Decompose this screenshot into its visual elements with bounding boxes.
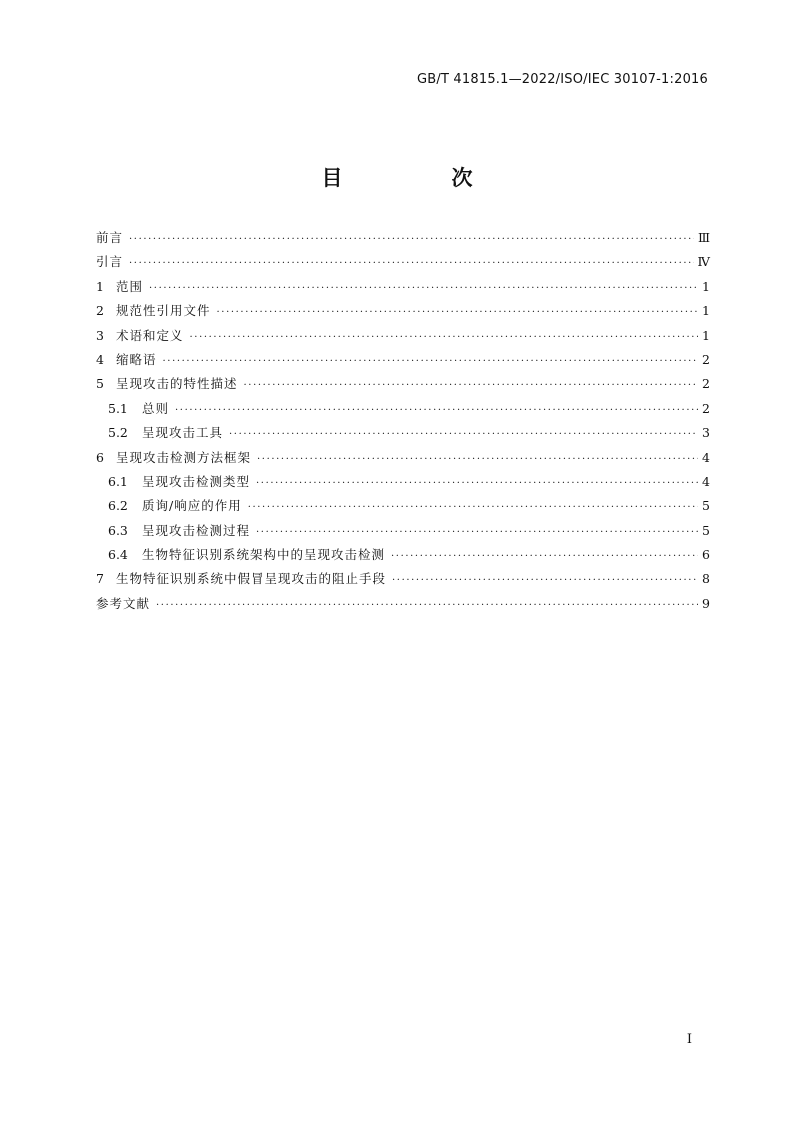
toc-entry[interactable] [96,567,710,591]
toc-entry-page: 5 [702,522,710,538]
toc-entry[interactable] [96,446,710,470]
toc-entry-number: 4 [96,351,104,367]
toc-entry[interactable] [96,519,710,543]
toc-leader-dots [190,326,698,350]
toc-leader-dots [248,496,698,520]
toc-entry[interactable] [96,494,710,518]
toc-entry-title: 范围 [116,278,144,294]
toc-leader-dots [256,521,698,545]
toc-entry[interactable] [96,275,710,299]
toc-entry[interactable] [96,397,710,421]
page-title: 目 次 [321,166,517,190]
toc-leader-dots [229,423,698,447]
standard-header: GB/T 41815.1—2022/ISO/IEC 30107-1:2016 [416,72,708,87]
toc-entry-title: 质询/响应的作用 [142,498,242,514]
toc-entry-page: 2 [702,351,710,367]
toc-entry-number: 6 [96,449,104,465]
toc-entry[interactable] [96,226,710,250]
toc-entry-title: 总则 [142,400,170,416]
toc-entry-page: 4 [702,449,710,465]
toc-entry[interactable] [96,543,710,567]
toc-entry-title: 呈现攻击检测类型 [142,473,251,489]
toc-leader-dots [256,472,698,496]
toc-entry-page: 3 [702,425,710,441]
toc-entry[interactable] [96,592,710,616]
toc-leader-dots [163,350,698,374]
toc-entry-page: 1 [702,278,710,294]
toc-leader-dots [175,399,698,423]
toc-entry[interactable] [96,324,710,348]
toc-leader-dots [392,569,698,593]
toc-entry-page: 2 [702,376,710,392]
toc-entry[interactable] [96,421,710,445]
toc-leader-dots [217,301,698,325]
toc-entry-title: 生物特征识别系统架构中的呈现攻击检测 [142,547,386,563]
toc-entry[interactable] [96,299,710,323]
toc-entry-title: 呈现攻击检测过程 [142,522,251,538]
toc-entry-number: 6.1 [108,473,128,489]
table-of-contents [96,226,710,616]
toc-entry-number: 5.2 [108,425,128,441]
toc-entry-title: 规范性引用文件 [116,303,211,319]
toc-leader-dots [129,228,694,252]
toc-entry-number: 6.2 [108,498,128,514]
toc-entry-page: 8 [702,571,710,587]
toc-entry-page: 4 [702,473,710,489]
toc-entry-number: 5.1 [108,400,128,416]
toc-entry-page: 2 [702,400,710,416]
page-number: I [686,1032,692,1047]
toc-leader-dots [257,448,698,472]
toc-entry-page: 6 [702,547,710,563]
toc-entry-number: 6.3 [108,522,128,538]
toc-entry-number: 2 [96,303,104,319]
toc-entry-page: 1 [702,303,710,319]
toc-leader-dots [244,374,698,398]
toc-entry-title: 呈现攻击工具 [142,425,224,441]
toc-entry-number: 5 [96,376,104,392]
toc-leader-dots [129,252,693,276]
toc-entry[interactable] [96,348,710,372]
toc-leader-dots [149,277,698,301]
toc-leader-dots [156,594,698,618]
toc-entry-page: 5 [702,498,710,514]
toc-entry[interactable] [96,470,710,494]
toc-entry-title: 生物特征识别系统中假冒呈现攻击的阻止手段 [116,571,387,587]
toc-leader-dots [391,545,698,569]
toc-entry-page: Ⅳ [697,254,710,270]
toc-entry-number: 1 [96,278,104,294]
toc-entry-title: 呈现攻击的特性描述 [116,376,238,392]
toc-entry-title: 参考文献 [96,595,151,611]
toc-entry-number: 3 [96,327,104,343]
toc-entry-page: Ⅲ [697,230,710,245]
toc-entry-page: 1 [702,327,710,343]
toc-entry-title: 呈现攻击检测方法框架 [116,449,252,465]
toc-entry[interactable] [96,372,710,396]
toc-entry-title: 术语和定义 [116,327,184,343]
toc-entry-title: 缩略语 [116,351,157,367]
toc-entry[interactable] [96,250,710,274]
toc-entry-title: 引言 [96,254,124,270]
toc-entry-number: 6.4 [108,547,128,563]
toc-entry-number: 7 [96,571,104,587]
toc-entry-title: 前言 [96,230,124,245]
toc-entry-page: 9 [702,595,710,611]
